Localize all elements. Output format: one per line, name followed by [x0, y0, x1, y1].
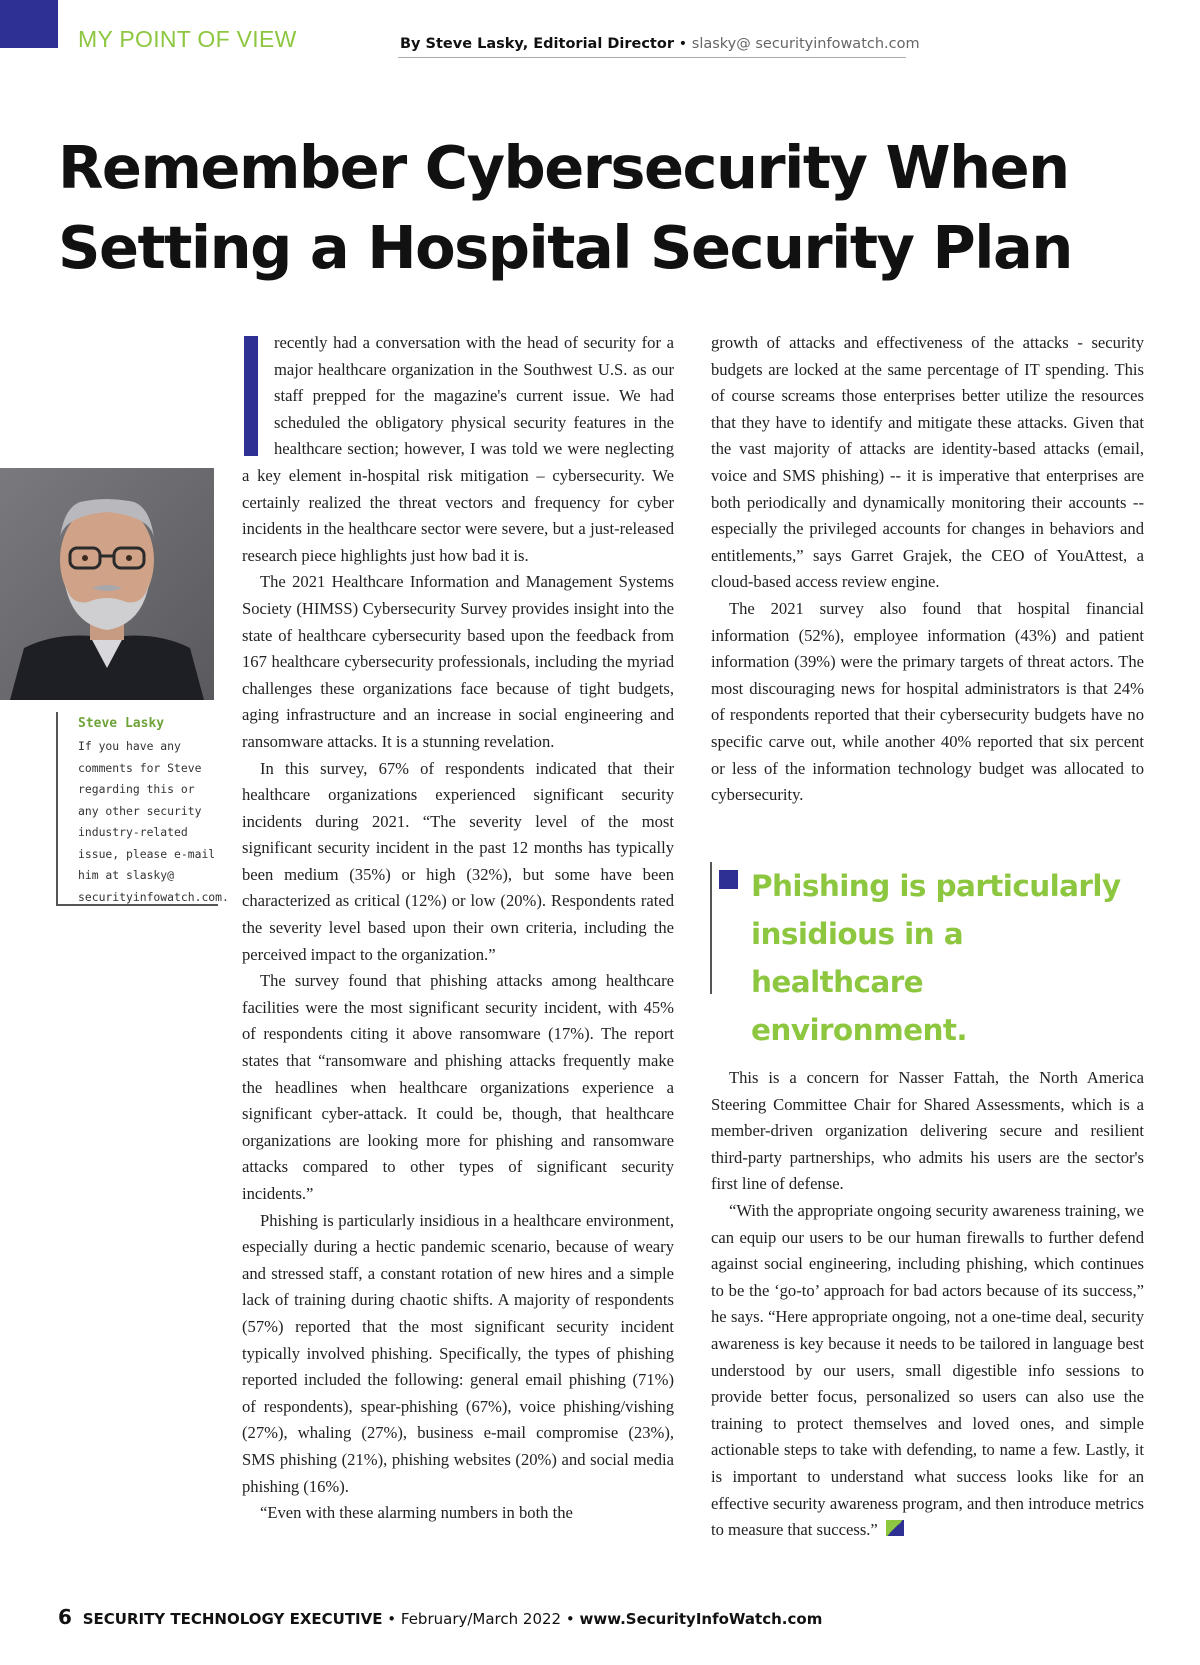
- paragraph: The survey found that phishing attacks among healthcare facilities were the most significant security incident, with 45% of respondents citing it above ransomware (17%). The report states that “ransomware and phishing attacks frequently make the headlines when healthcare organizations experience a significant cyber-attack. It could be, though, that healthcare organizations are looking more for phishing and ransomware attacks compared to other types of significant security incidents.”: [242, 971, 674, 1203]
- byline-email[interactable]: slasky@ securityinfowatch.com: [691, 36, 920, 52]
- paragraph: “Even with these alarming numbers in both the: [260, 1503, 573, 1523]
- paragraph-final: [711, 1198, 1144, 1544]
- byline-separator: •: [673, 36, 692, 52]
- author-bio-sidebar: [56, 712, 229, 906]
- headline-line-1: Remember Cybersecurity When: [58, 133, 1069, 202]
- bio-name: Steve Lasky: [78, 716, 165, 731]
- pullquote: [710, 862, 1140, 1047]
- website-link[interactable]: www.SecurityInfoWatch.com: [579, 1610, 823, 1628]
- byline-author: By Steve Lasky, Editorial Director: [400, 36, 674, 52]
- headline-line-2: Setting a Hospital Security Plan: [58, 213, 1072, 282]
- paragraph: growth of attacks and effectiveness of the attacks - security budgets are locked at the same percentage of IT spending. This of course screams those enterprises better utilize the resources that they have to identify and mitigate these attacks. Given that the vast majority of attacks are identity-based attacks (email, voice and SMS phishing) -- it is imperative that enterprises are both periodically and dynamically monitoring their accounts -- especially the privileged accounts for changes in behaviors and entitlements,” says Garret Grajek, the CEO of YouAttest, a cloud-based access review engine.: [711, 333, 1144, 592]
- page-number: 6: [58, 1605, 72, 1629]
- paragraph: recently had a conversation with the head of security for a major healthcare organization in the Southwest U.S. as our staff prepped for the magazine's current issue. We had scheduled the obligatory physical security features in the healthcare section; however, I was told we were neglecting a key element in-hospital risk mitigation – cybersecurity. We certainly realized the threat vectors and frequency for cyber incidents in the healthcare sector were severe, but a just-released research piece highlights just how bad it is.: [242, 333, 674, 565]
- paragraph: This is a concern for Nasser Fattah, the North America Steering Committee Chair for Shared Assessments, which is a member-driven organization delivering secure and resilient third-party partnerships, who admits his users are the sector's first line of defense.: [711, 1068, 1144, 1194]
- byline: [400, 36, 920, 52]
- paragraph-text: “With the appropriate ongoing security awareness training, we can equip our users to be our human firewalls to further defend against social engineering, including phishing, which continues to be the ‘go-to’ approach for bad actors because of its success,” he says. “Here appropriate ongoing, not a one-time deal, security awareness is key because it needs to be tailored in language best understood by our users, small digestible info sessions to provide better focus, personalized so users can also use the training to protect themselves and loved ones, and simple actionable steps to take with defending, to name a few. Lastly, it is important to understand what success looks like for an effective security awareness program, and then introduce metrics to measure that success.”: [711, 1200, 1144, 1540]
- paragraph: Phishing is particularly insidious in a healthcare environment, especially during a hectic pandemic scenario, because of weary and stressed staff, a constant rotation of new hires and a simple lack of training during chaotic shifts. A majority of respondents (57%) reported that the most significant security incident typically involved phishing. Specifically, the types of phishing reported included the following: general email phishing (71%) of respondents), spear-phishing (67%), voice phishing/vishing (27%), whaling (27%), business e-mail compromise (23%), SMS phishing (21%), phishing websites (20%) and social media phishing (16%).: [242, 1210, 674, 1496]
- end-mark-icon: [886, 1520, 904, 1536]
- author-photo: [0, 468, 214, 700]
- article-column-right-bottom: [711, 1065, 1144, 1544]
- drop-cap-i: [244, 336, 258, 456]
- paragraph: In this survey, 67% of respondents indicated that their healthcare organizations experienced significant security incidents during 2021. “The severity level of the most significant security incident in the past 12 months has typically been medium (35%) or high (32%), but some have been characterized as critical (12%) or low (20%). Respondents rated the severity level based upon their own criteria, including the perceived impact to the organization.”: [242, 758, 674, 964]
- footer-separator-2: •: [561, 1610, 580, 1628]
- issue-date: February/March 2022: [400, 1610, 562, 1628]
- header-rule: [398, 57, 906, 58]
- bio-text: If you have any comments for Steve regarding this or any other security industry-related issue, please e-mail him at slasky@ securityinfowatch.com.: [78, 739, 229, 904]
- article-column-right-top: [711, 330, 1144, 809]
- page-footer: [58, 1605, 822, 1629]
- paragraph: The 2021 survey also found that hospital financial information (52%), employee information (43%) and patient information (39%) were the primary targets of threat actors. The most discouraging news for hospital administrators is that 24% of respondents reported that their cybersecurity budgets have no specific carve out, while another 40% reported that six percent or less of the information technology budget was allocated to cybersecurity.: [711, 598, 1144, 805]
- article-headline: [58, 128, 1158, 288]
- pullquote-text: Phishing is particularly insidious in a healthcare environment.: [751, 869, 1121, 1047]
- article-column-left: [242, 330, 674, 1527]
- header-color-block: [0, 0, 58, 48]
- pullquote-square-icon: [719, 870, 738, 889]
- footer-separator-1: •: [382, 1610, 401, 1628]
- paragraph: The 2021 Healthcare Information and Management Systems Society (HIMSS) Cybersecurity Survey provides insight into the state of healthcare cybersecurity based upon the feedback from 167 healthcare cybersecurity professionals, including the myriad challenges these organizations face because of tight budgets, aging infrastructure and an increase in social engineering and ransomware attacks. It is a stunning revelation.: [242, 572, 674, 751]
- author-portrait-image: [0, 468, 214, 700]
- magazine-name: SECURITY TECHNOLOGY EXECUTIVE: [82, 1610, 383, 1628]
- section-label: MY POINT OF VIEW: [78, 26, 297, 52]
